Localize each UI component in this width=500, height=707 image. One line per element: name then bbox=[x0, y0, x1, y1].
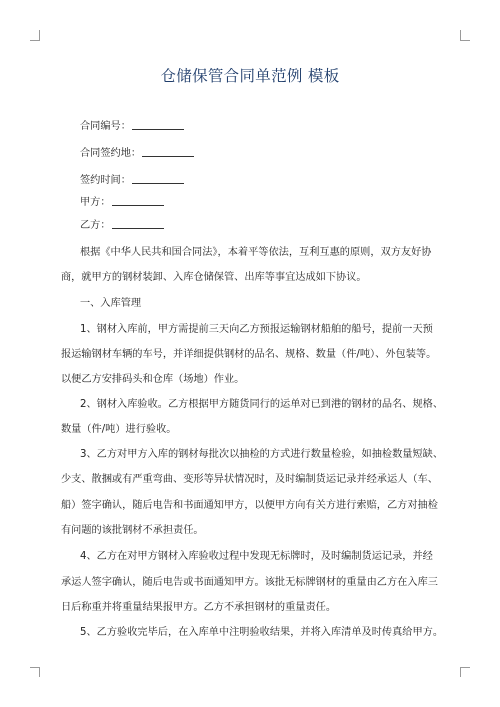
crop-mark-top-right-v bbox=[460, 30, 461, 40]
clause-1-line-3: 以便乙方安排码头和仓库（场地）作业。 bbox=[61, 374, 245, 385]
party-b-blank bbox=[112, 218, 164, 229]
clause-3-line-3: 船）签字确认，随后电告和书面通知甲方，以便甲方向有关方进行索赔，乙方对抽检 bbox=[61, 500, 438, 511]
document-title: 仓储保管合同单范例 模板 bbox=[160, 67, 340, 85]
clause-3-line-2: 少支、散捆或有严重弯曲、变形等异状情况时，及时编制货运记录并经承运人（车、 bbox=[61, 474, 438, 485]
signing-time-blank bbox=[132, 173, 184, 184]
crop-mark-bottom-left-v bbox=[39, 667, 40, 677]
crop-mark-top-left-h bbox=[30, 40, 40, 41]
signing-place-field bbox=[80, 144, 194, 159]
crop-mark-bottom-right-v bbox=[460, 667, 461, 677]
section-heading-inbound: 一、入库管理 bbox=[80, 298, 142, 309]
clause-5-line-1: 5、乙方验收完毕后，在入库单中注明验收结果，并将入库清单及时传真给甲方。 bbox=[80, 627, 444, 638]
signing-place-label: 合同签约地： bbox=[80, 148, 142, 159]
party-a-blank bbox=[112, 195, 164, 206]
clause-4-line-1: 4、乙方在对甲方钢材入库验收过程中发现无标牌时，及时编制货运记录，并经 bbox=[80, 551, 433, 562]
clause-3-line-4: 有问题的该批钢材不承担责任。 bbox=[61, 525, 204, 536]
contract-number-field bbox=[80, 117, 184, 132]
crop-mark-bottom-right-h bbox=[460, 667, 470, 668]
party-a-label: 甲方： bbox=[80, 197, 111, 208]
clause-2-line-2: 数量（件/吨）进行验收。 bbox=[61, 424, 177, 435]
clause-1-line-1: 1、钢材入库前，甲方需提前三天向乙方预报运输钢材船舶的船号，提前一天预 bbox=[80, 324, 433, 335]
intro-line-2: 商，就甲方的钢材装卸、入库仓储保管、出库等事宜达成如下协议。 bbox=[61, 272, 367, 283]
clause-2-line-1: 2、钢材入库验收。乙方根据甲方随货同行的运单对已到港的钢材的品名、规格、 bbox=[80, 399, 444, 410]
clause-1-line-2: 报运输钢材车辆的车号，并详细提供钢材的品名、规格、数量（件/吨）、外包装等。 bbox=[61, 349, 437, 360]
clause-4-line-2: 承运人签字确认，随后电告或书面通知甲方。该批无标牌钢材的重量由乙方在入库三 bbox=[61, 577, 438, 588]
signing-place-blank bbox=[142, 146, 194, 157]
party-b-label: 乙方： bbox=[80, 220, 111, 231]
crop-mark-top-left-v bbox=[39, 30, 40, 40]
signing-time-field bbox=[80, 171, 184, 186]
crop-mark-top-right-h bbox=[460, 40, 470, 41]
signing-time-label: 签约时间： bbox=[80, 175, 131, 186]
party-b-field bbox=[80, 216, 164, 231]
contract-number-blank bbox=[132, 119, 184, 130]
clause-3-line-1: 3、乙方对甲方入库的钢材每批次以抽检的方式进行数量检验，如抽检数量短缺、 bbox=[80, 449, 444, 460]
clause-4-line-3: 日后称重并将重量结果报甲方。乙方不承担钢材的重量责任。 bbox=[61, 602, 337, 613]
party-a-field bbox=[80, 193, 164, 208]
contract-number-label: 合同编号： bbox=[80, 121, 131, 132]
intro-line-1: 根据《中华人民共和国合同法》，本着平等依法，互利互惠的原则，双方友好协 bbox=[80, 247, 432, 258]
